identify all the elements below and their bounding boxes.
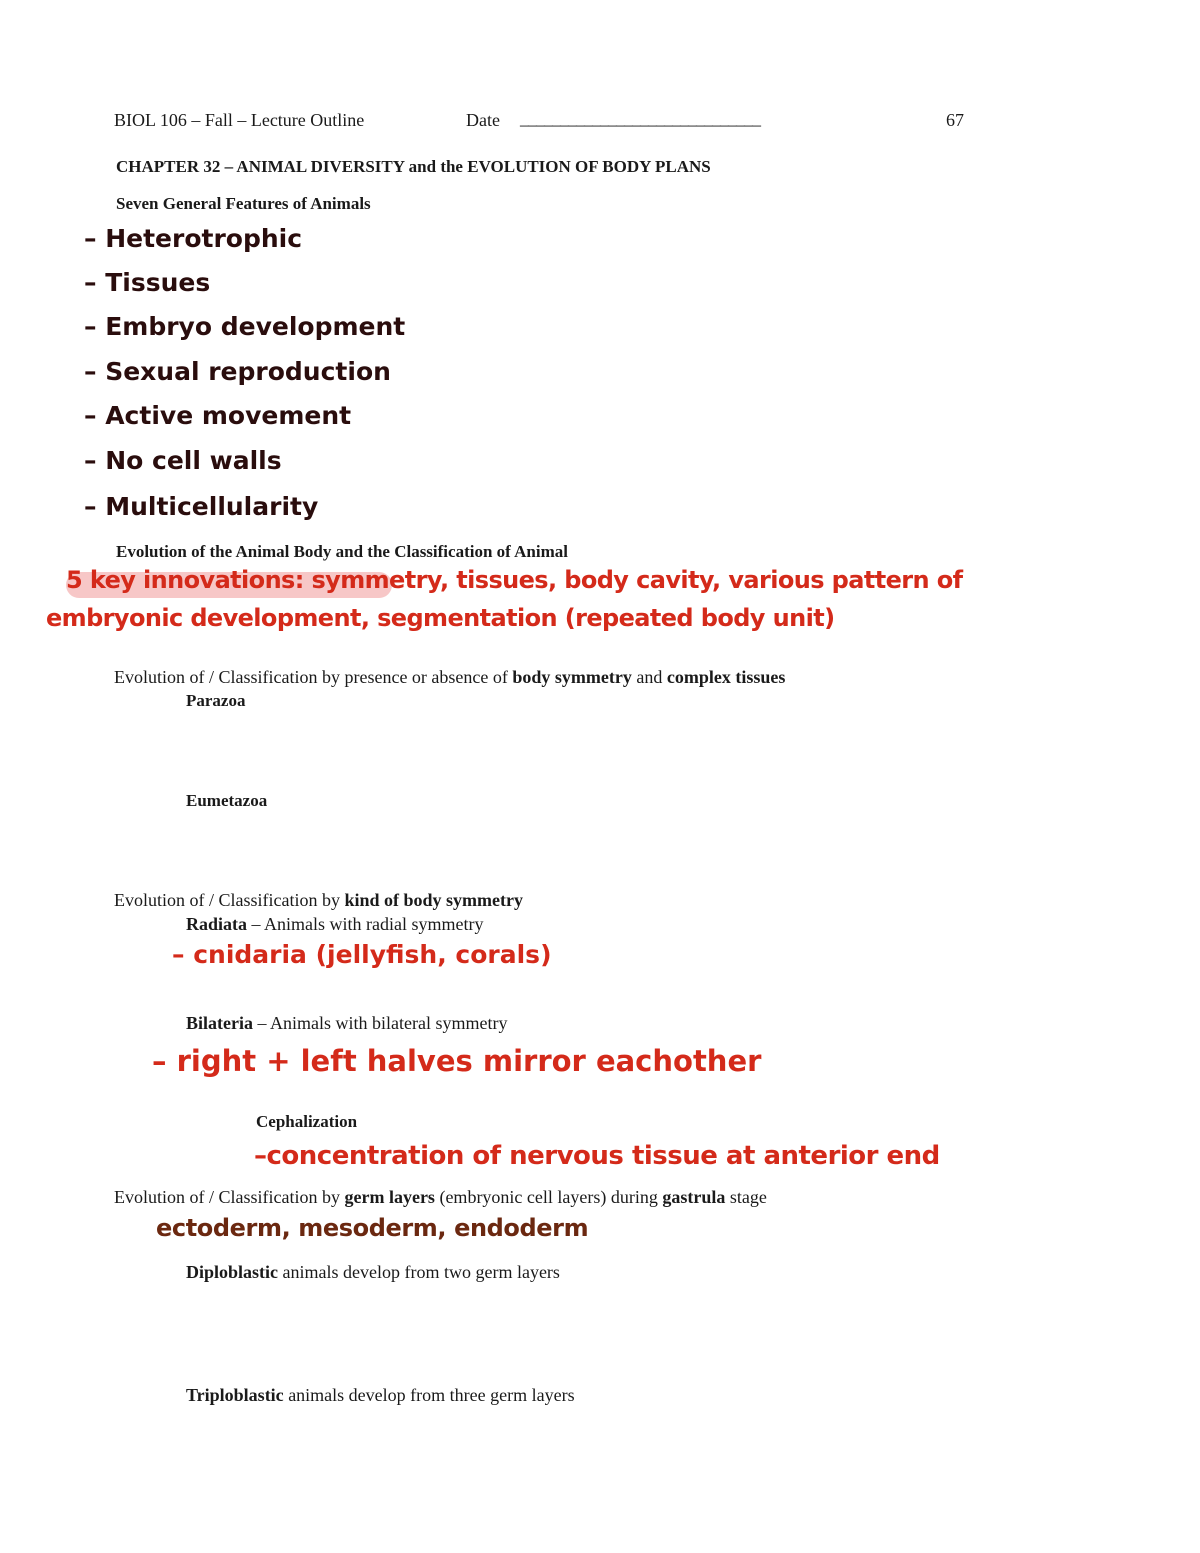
triploblastic-description: animals develop from three germ layers: [283, 1385, 575, 1405]
handwritten-note-cell-walls: – No cell walls: [84, 446, 282, 475]
bilateria-definition: [186, 1013, 507, 1034]
germ-layers-description: (embryonic cell layers) during: [434, 1187, 663, 1207]
classification-prefix: Evolution of / Classification by: [114, 890, 345, 910]
term-cephalization: Cephalization: [256, 1112, 358, 1131]
chapter-title: CHAPTER 32 – ANIMAL DIVERSITY and the EVOLUTION OF BODY PLANS: [116, 157, 711, 176]
handwritten-note-multicellularity: – Multicellularity: [84, 492, 319, 521]
triploblastic-definition: [186, 1385, 575, 1406]
term-kind-of-body-symmetry: kind of body symmetry: [344, 890, 523, 910]
term-radiata: Radiata: [186, 914, 248, 934]
term-diploblastic: Diploblastic: [186, 1262, 279, 1282]
classification-prefix: Evolution of / Classification by presence or absence of: [114, 667, 513, 687]
handwritten-note-innovations-line2: embryonic development, segmentation (repeated body unit): [46, 604, 835, 632]
handwritten-note-movement: – Active movement: [84, 401, 352, 430]
handwritten-note-bilateral: – right + left halves mirror eachother: [152, 1044, 762, 1078]
evolution-heading: Evolution of the Animal Body and the Classification of Animal: [116, 542, 568, 561]
radiata-definition: [186, 914, 484, 935]
features-heading: Seven General Features of Animals: [116, 194, 371, 213]
diploblastic-description: animals develop from two germ layers: [278, 1262, 560, 1282]
handwritten-note-heterotrophic: – Heterotrophic: [84, 224, 303, 253]
term-bilateria: Bilateria: [186, 1013, 253, 1033]
handwritten-note-germ-layers: ectoderm, mesoderm, endoderm: [156, 1214, 589, 1242]
term-body-symmetry: body symmetry: [512, 667, 632, 687]
term-gastrula: gastrula: [662, 1187, 726, 1207]
stage-suffix: stage: [725, 1187, 767, 1207]
bilateria-description: – Animals with bilateral symmetry: [252, 1013, 508, 1033]
term-parazoa: Parazoa: [186, 691, 246, 710]
header-page-number: 67: [946, 110, 964, 130]
term-germ-layers: germ layers: [344, 1187, 435, 1207]
diploblastic-definition: [186, 1262, 560, 1283]
handwritten-note-sexual: – Sexual reproduction: [84, 357, 391, 386]
radiata-description: – Animals with radial symmetry: [247, 914, 484, 934]
classification-symmetry-tissues: [114, 667, 785, 688]
handwritten-note-embryo: – Embryo development: [84, 312, 406, 341]
header-date-blank: ______________________________: [520, 108, 760, 128]
classification-germ-layers: [114, 1187, 767, 1208]
handwritten-note-tissues: – Tissues: [84, 268, 211, 297]
classification-kind-symmetry: [114, 890, 523, 911]
handwritten-note-innovations-line1: 5 key innovations: symmetry, tissues, body cavity, various pattern of: [66, 566, 963, 594]
term-eumetazoa: Eumetazoa: [186, 791, 268, 810]
conjunction: and: [631, 667, 667, 687]
handwritten-note-cephalization: –concentration of nervous tissue at anterior end: [254, 1141, 940, 1171]
term-complex-tissues: complex tissues: [666, 667, 786, 687]
header-course: BIOL 106 – Fall – Lecture Outline: [114, 110, 365, 130]
handwritten-note-cnidaria: – cnidaria (jellyfish, corals): [172, 940, 552, 969]
classification-prefix: Evolution of / Classification by: [114, 1187, 345, 1207]
header-date-label: Date: [466, 110, 500, 130]
term-triploblastic: Triploblastic: [186, 1385, 284, 1405]
